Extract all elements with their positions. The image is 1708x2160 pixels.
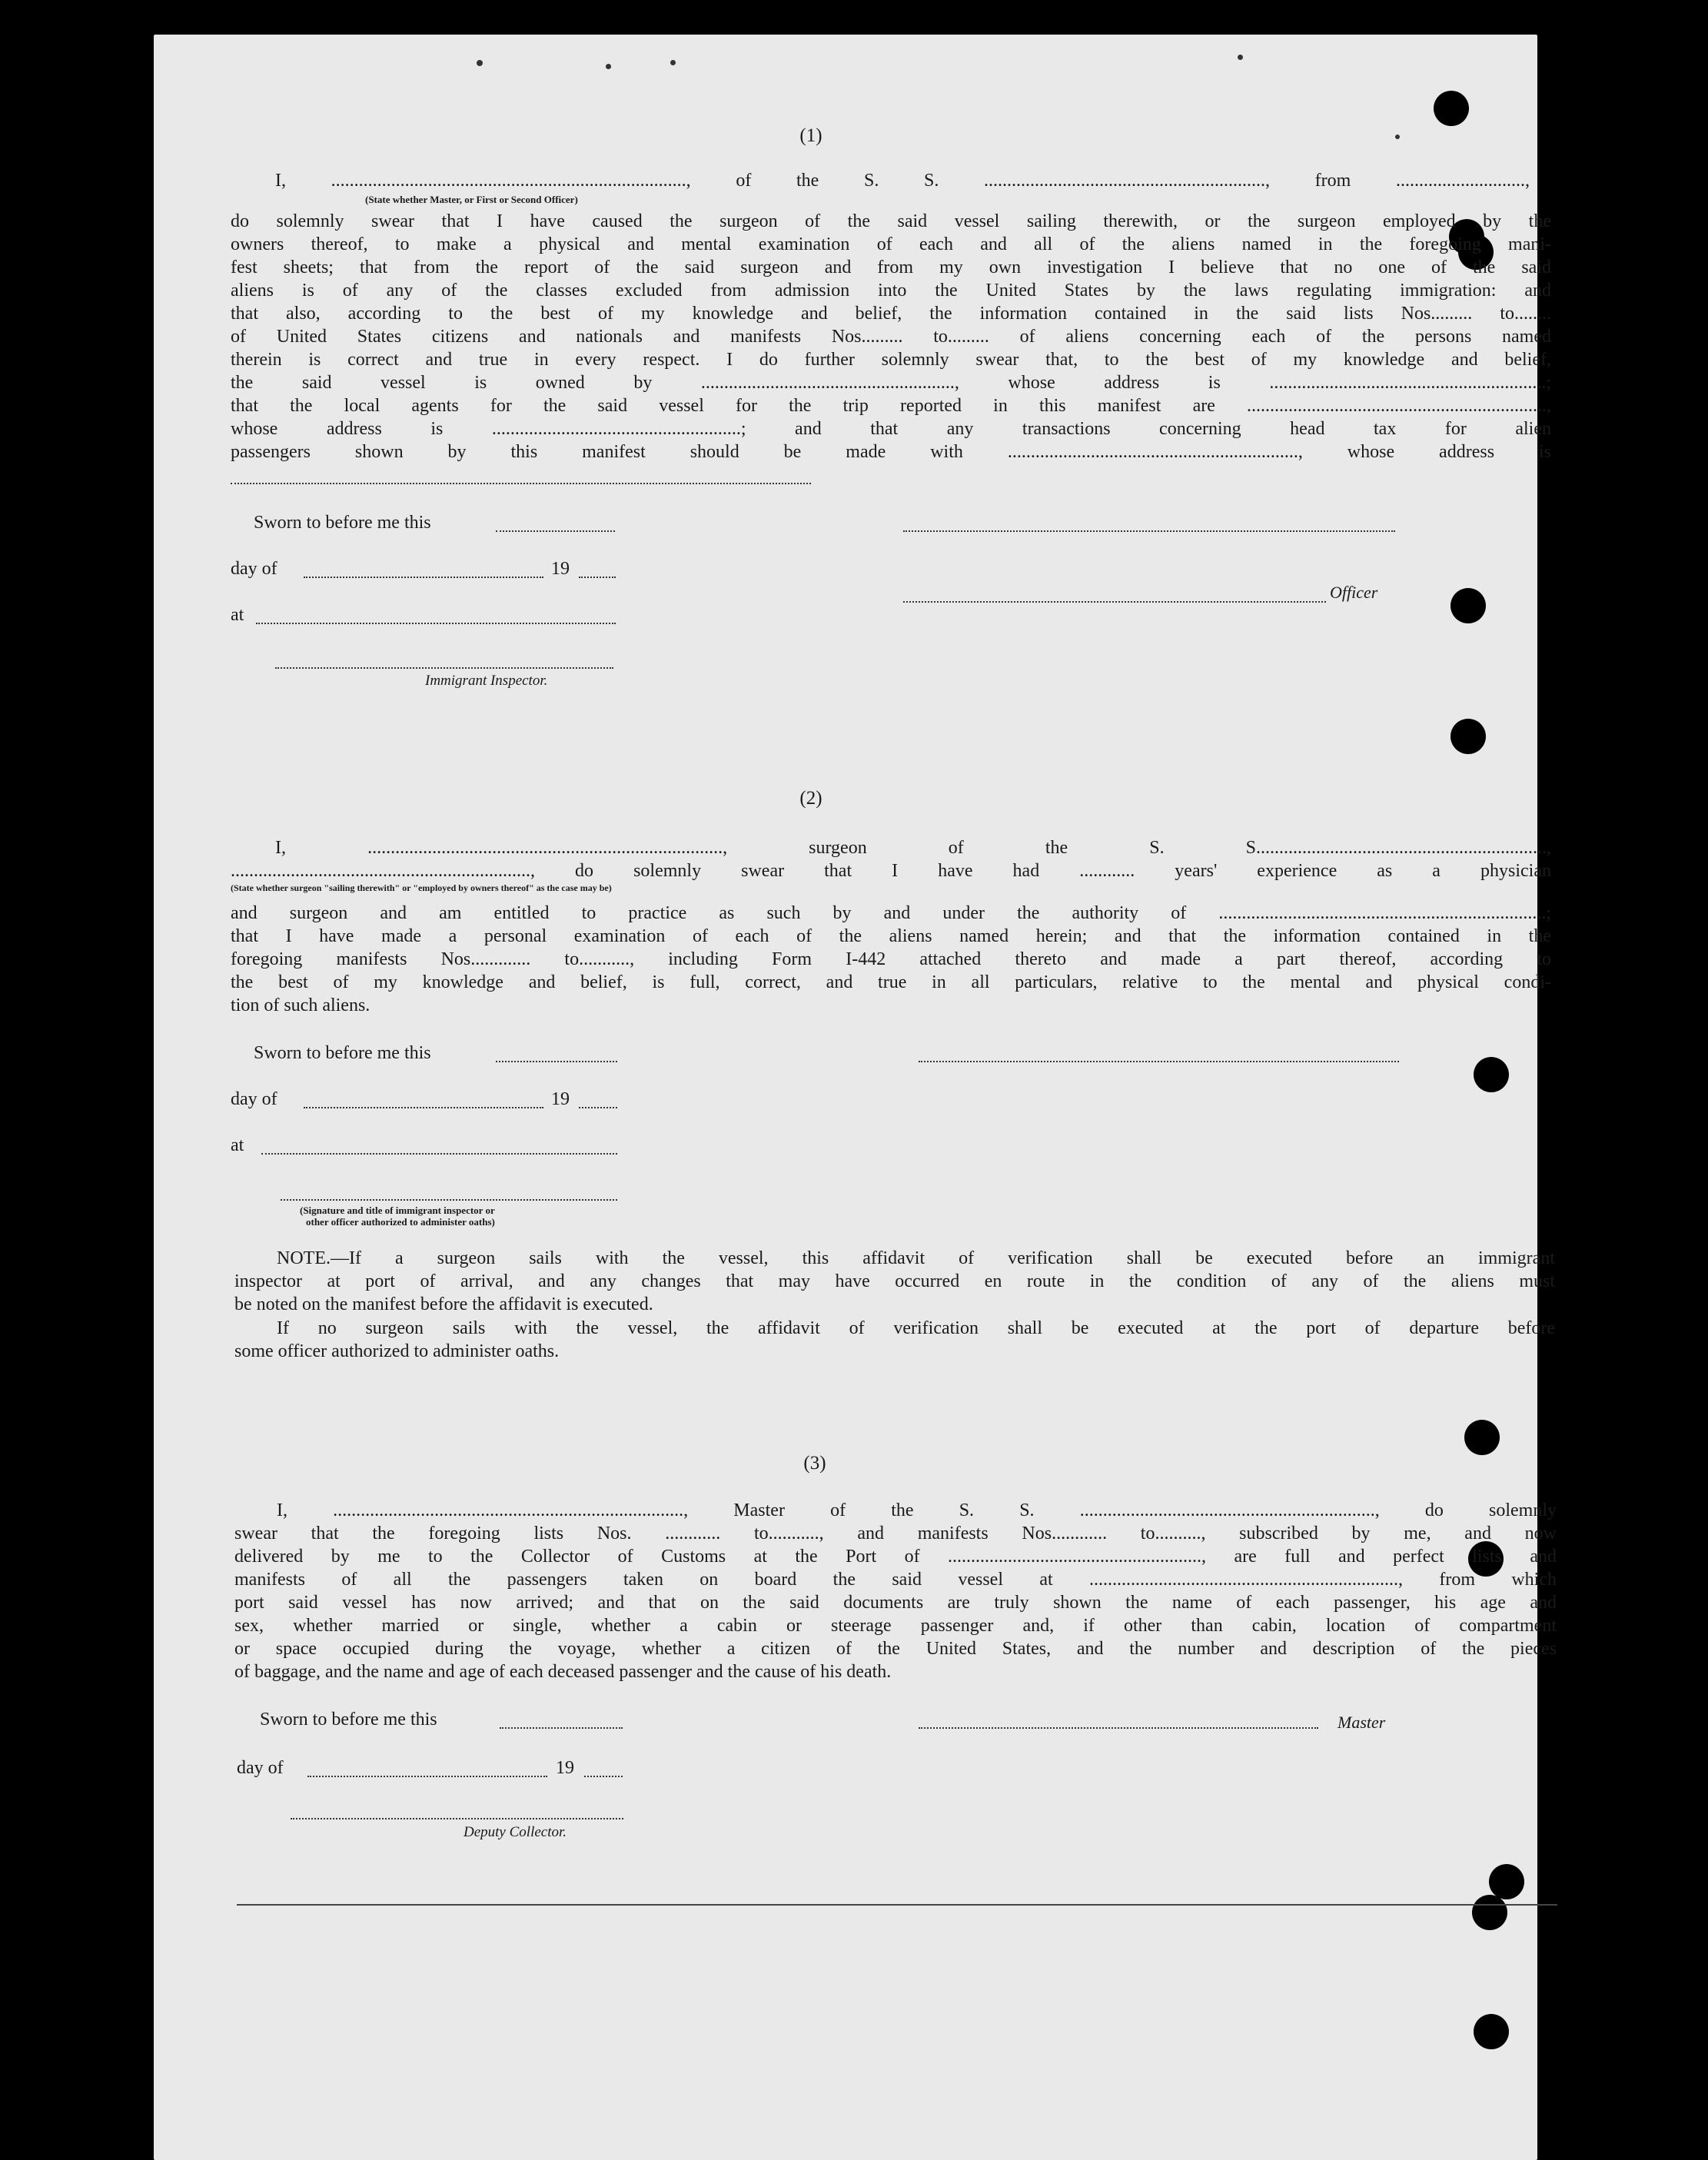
at-label: at (231, 1135, 244, 1155)
speck (477, 60, 483, 66)
inspector-signature-line (275, 667, 613, 669)
address-blank-line (231, 483, 811, 484)
signature-note: (Signature and title of immigrant inspector or (300, 1205, 495, 1216)
officer-label: Officer (1330, 583, 1378, 602)
paragraph-line: the best of my knowledge and belief, is full, correct, and true in all particulars, relative to the mental and physical condi- (231, 972, 1551, 992)
paragraph-line: or space occupied during the voyage, whether a citizen of the United States, and the number and description of the pieces (234, 1639, 1557, 1659)
deputy-collector-label: Deputy Collector. (464, 1824, 567, 1840)
section-2-number: (2) (799, 788, 822, 809)
surgeon-signature-line (919, 1061, 1399, 1062)
paragraph-line: and surgeon and am entitled to practice as such by and under the authority of .......................................................................; (231, 903, 1551, 923)
day-month-line (304, 1107, 543, 1108)
paragraph-line: passengers shown by this manifest should be made with ..............................................................., whose address is (231, 442, 1551, 462)
binder-hole (1434, 91, 1469, 126)
year-line (584, 1776, 623, 1777)
section-1-intro-line: I, ............................................................................., of the S. S. ............................................................., from ............................, (275, 171, 1530, 191)
master-signature-line (919, 1727, 1318, 1729)
master-label: Master (1337, 1713, 1386, 1732)
section-2-line-2: ................................................................., do solemnly swear that I have had ............ years' experience as a physician (231, 861, 1551, 881)
speck (606, 64, 611, 69)
section-3-number: (3) (803, 1453, 826, 1474)
year-line (579, 1107, 617, 1108)
day-of-label: day of (231, 1089, 277, 1109)
year-prefix: 19 (551, 1089, 570, 1109)
officer-note: (State whether Master, or First or Second Officer) (365, 194, 578, 205)
paragraph-line: I, ............................................................................, Master of the S. S. ................................................................, do solemnly (277, 1500, 1557, 1520)
surgeon-note: (State whether surgeon "sailing therewith" or "employed by owners thereof" as the case may be) (231, 882, 612, 893)
speck (1395, 135, 1400, 139)
bottom-rule (237, 1904, 1557, 1906)
note-line: If no surgeon sails with the vessel, the affidavit of verification shall be executed at the port of departure before (277, 1318, 1555, 1338)
day-month-line (307, 1776, 547, 1777)
sworn-label: Sworn to before me this (254, 1043, 431, 1063)
paragraph-line: that also, according to the best of my knowledge and belief, the information contained in the said lists Nos......... to........ (231, 304, 1551, 324)
day-of-label: day of (231, 559, 277, 579)
paragraph-line: of United States citizens and nationals and manifests Nos......... to......... of aliens concerning each of the persons named (231, 327, 1551, 347)
officer-title-line (903, 601, 1326, 603)
note-line: be noted on the manifest before the affidavit is executed. (234, 1294, 653, 1314)
paragraph-line: do solemnly swear that I have caused the surgeon of the said vessel sailing therewith, or the surgeon employed by the (231, 211, 1551, 231)
paragraph-line: manifests of all the passengers taken on board the said vessel at ..................................................................., from which (234, 1570, 1557, 1590)
paragraph-line: that the local agents for the said vessel for the trip reported in this manifest are ................................................................., (231, 396, 1551, 416)
paragraph-line: of baggage, and the name and age of each deceased passenger and the cause of his death. (234, 1662, 892, 1682)
signature-note: other officer authorized to administer oaths) (306, 1216, 495, 1228)
paragraph-line: sex, whether married or single, whether a cabin or steerage passenger and, if other than cabin, location of compartment (234, 1616, 1557, 1636)
section-1-number: (1) (799, 125, 822, 146)
binder-hole (1472, 1895, 1507, 1930)
speck (670, 60, 676, 65)
sworn-date-line (496, 1061, 617, 1062)
year-prefix: 19 (551, 559, 570, 579)
at-label: at (231, 605, 244, 625)
sworn-label: Sworn to before me this (254, 513, 431, 533)
binder-hole (1474, 1057, 1509, 1092)
inspector-signature-line (281, 1199, 617, 1201)
at-place-line (256, 623, 616, 624)
paragraph-line: the said vessel is owned by ......................................................., whose address is ............................................................; (231, 373, 1551, 393)
binder-hole (1450, 719, 1486, 754)
day-month-line (304, 577, 543, 578)
paragraph-line: port said vessel has now arrived; and that on the said documents are truly shown the name of each passenger, his age and (234, 1593, 1557, 1613)
officer-signature-line (903, 530, 1395, 532)
manifest-affidavit-page (154, 35, 1557, 2160)
paragraph-line: swear that the foregoing lists Nos. ............ to..........., and manifests Nos............ to.........., subscribed by me, and now (234, 1524, 1557, 1544)
speck (1238, 55, 1243, 60)
year-prefix: 19 (556, 1758, 574, 1778)
paragraph-line: foregoing manifests Nos............. to..........., including Form I-442 attached thereto and made a part thereof, according to (231, 949, 1551, 969)
sworn-label: Sworn to before me this (260, 1710, 437, 1730)
section-2-line-1: I, ............................................................................., surgeon of the S. S..............................................................., (275, 838, 1551, 858)
paragraph-line: aliens is of any of the classes excluded from admission into the United States by the laws regulating immigration: and (231, 281, 1551, 301)
year-line (579, 577, 616, 578)
day-of-label: day of (237, 1758, 284, 1778)
paragraph-line: that I have made a personal examination of each of the aliens named herein; and that the information contained in the (231, 926, 1551, 946)
note-line: some officer authorized to administer oaths. (234, 1341, 560, 1361)
paragraph-line: delivered by me to the Collector of Customs at the Port of ......................................................., are full and perfect lists and (234, 1547, 1557, 1567)
sworn-date-line (496, 530, 615, 532)
paragraph-line: fest sheets; that from the report of the said surgeon and from my own investigation I believe that no one of the said (231, 258, 1551, 277)
immigrant-inspector-label: Immigrant Inspector. (425, 673, 548, 689)
sworn-date-line (500, 1727, 623, 1729)
binder-hole (1464, 1420, 1500, 1455)
binder-hole (1450, 588, 1486, 623)
binder-hole (1474, 2014, 1509, 2049)
at-place-line (261, 1153, 617, 1155)
paragraph-line: whose address is ......................................................; and that any transactions concerning head tax for alien (231, 419, 1551, 439)
note-line: inspector at port of arrival, and any changes that may have occurred en route in the condition of any of the aliens must (234, 1271, 1555, 1291)
paragraph-line: owners thereof, to make a physical and mental examination of each and all of the aliens named in the foregoing mani- (231, 234, 1551, 254)
paragraph-line: therein is correct and true in every respect. I do further solemnly swear that, to the best of my knowledge and belief, (231, 350, 1551, 370)
paragraph-line: tion of such aliens. (231, 995, 371, 1015)
collector-signature-line (291, 1818, 623, 1819)
binder-hole (1489, 1864, 1524, 1899)
note-line: NOTE.—If a surgeon sails with the vessel, this affidavit of verification shall be executed before an immigrant (277, 1248, 1555, 1268)
